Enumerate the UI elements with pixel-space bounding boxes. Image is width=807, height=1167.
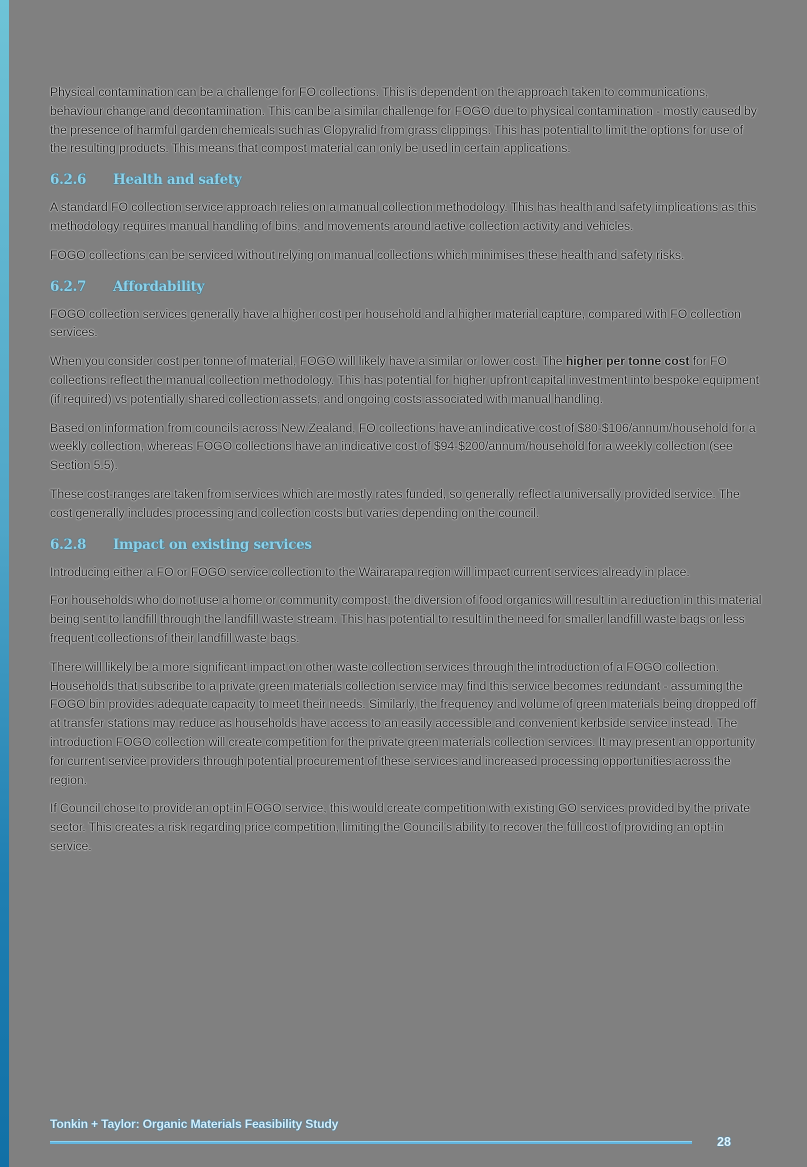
paragraph-with-emphasis [50, 352, 762, 408]
paragraph: FOGO collections can be serviced without relying on manual collections which minimises these health and safety risks. [50, 247, 685, 262]
intro-paragraph: Physical contamination can be a challenge for FO collections. This is dependent on the approach taken to communications, behaviour change and decontamination. This can be a similar challenge for FOGO due to physical contamination - mostly caused by the presence of harmful garden chemicals such as Clopyralid from grass clippings. This has potential to limit the options for use of the resulting products. This means that compost material can only be used in certain applications. [50, 85, 757, 156]
section-heading-impact-existing-services [50, 537, 762, 553]
side-accent-bar [0, 0, 9, 1167]
paragraph: If Council chose to provide an opt-in FOGO service, this would create competition with existing GO services provided by the private sector. This creates a risk regarding price competition, limiting the Council’s ability to recover the full cost of providing an opt-in service. [50, 801, 750, 853]
footer-title: Tonkin + Taylor: Organic Materials Feasibility Study [50, 1117, 339, 1131]
section-heading-health-safety [50, 172, 762, 188]
paragraph: FOGO collection services generally have a higher cost per household and a higher material capture, compared with FO collection services. [50, 306, 741, 340]
paragraph: These cost-ranges are taken from services which are mostly rates funded, so generally reflect a universally provided service. The cost generally includes processing and collection costs but varies depending on the council. [50, 486, 740, 520]
page-body [50, 83, 762, 866]
paragraph: A standard FO collection service approach relies on a manual collection methodology. This has health and safety implications as this methodology requires manual handling of bins, and movements around active collection activity and vehicles. [50, 200, 757, 233]
paragraph: For households who do not use a home or community compost, the diversion of food organics will result in a reduction in this material being sent to landfill through the landfill waste stream. This has potential to result in the need for smaller landfill waste bags or less frequent collections of their landfill waste bags. [50, 593, 762, 645]
section-heading-affordability [50, 279, 762, 295]
footer-divider [50, 1141, 692, 1144]
section-title: Impact on existing services [113, 536, 312, 553]
text-run: When you consider cost per tonne of material, FOGO will likely have a similar or lower cost. The [50, 354, 566, 369]
section-title: Health and safety [113, 172, 242, 189]
section-title: Affordability [113, 278, 205, 295]
bold-emphasis: higher per tonne cost [565, 354, 690, 369]
paragraph: Based on information from councils across New Zealand, FO collections have an indicative cost of $80-$106/annum/household for a weekly collection, whereas FOGO collections have an indicative cost of $94-$200/annum/household for a weekly collection (see Section 5.5). [50, 420, 756, 473]
paragraph: Introducing either a FO or FOGO service collection to the Wairarapa region will impact current services already in place. [50, 564, 690, 579]
section-number: 6.2.7 [50, 278, 87, 295]
page-number: 28 [717, 1135, 731, 1149]
section-number: 6.2.6 [50, 172, 87, 189]
paragraph: There will likely be a more significant impact on other waste collection services through the introduction of a FOGO collection. Households that subscribe to a private green materials collection service may find this service becomes redundant - assuming the FOGO bin provides adequate capacity to meet their needs. Similarly, the frequency and volume of green materials being dropped off at transfer stations may reduce as households have access to an easily accessible and convenient kerbside service instead. The introduction FOGO collection will create competition for the private green materials collection services. It may present an opportunity for current service providers through potential procurement of these services and increased processing opportunities across the region. [50, 659, 757, 787]
section-number: 6.2.8 [50, 536, 87, 553]
text-run: for FO collections reflect the manual collection methodology. This has potential for higher upfront capital investment into bespoke equipment (if required) vs potentially shared collection assets, and ongoing costs associated with manual handling. [50, 354, 759, 406]
